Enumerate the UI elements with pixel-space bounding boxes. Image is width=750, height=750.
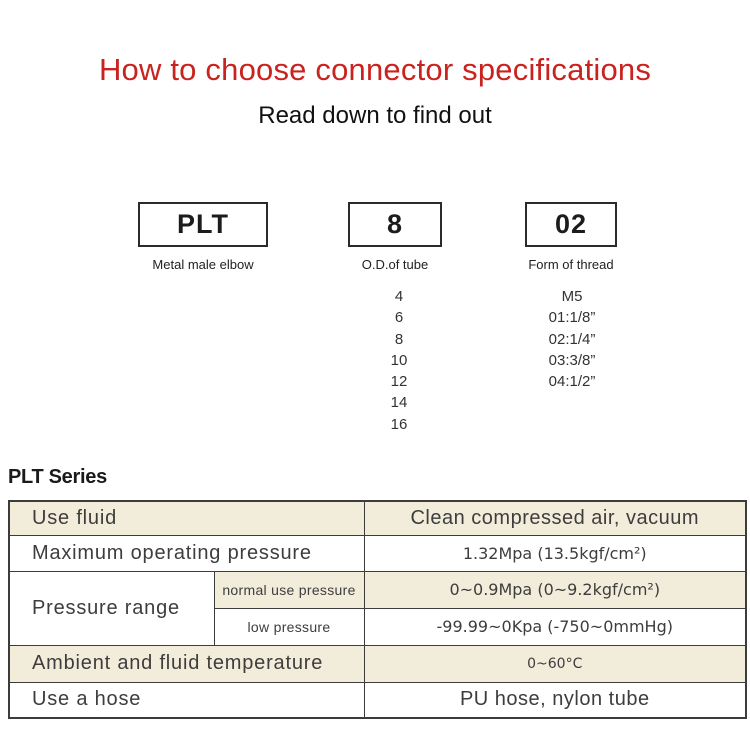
code-box-tube-size: [348, 202, 442, 247]
thread-option-item: 04:1/2”: [548, 373, 596, 391]
spec-row-use-fluid: [9, 501, 746, 535]
thread-option-item: M5: [561, 288, 583, 305]
tube-size-item: 4: [394, 288, 404, 305]
thread-option-item: 01:1/8”: [548, 309, 596, 327]
spec-row-temperature: [9, 645, 746, 682]
spec-row-pressure-range-normal: [9, 571, 746, 608]
code-box-tube-size-text: 8: [386, 209, 404, 239]
spec-label-hose: Use a hose: [9, 682, 364, 718]
spec-row-hose: [9, 682, 746, 718]
spec-sublabel-normal-pressure: normal use pressure: [214, 571, 364, 608]
tube-size-item: 16: [390, 415, 408, 433]
tube-size-item: 12: [390, 373, 408, 391]
spec-label-max-pressure: Maximum operating pressure: [9, 535, 364, 571]
thread-box-caption: Form of thread: [528, 257, 614, 272]
thread-option-item: 03:3/8”: [548, 351, 596, 369]
spec-value-max-pressure: 1.32Mpa (13.5kgf/cm²): [364, 535, 746, 571]
spec-value-use-fluid: Clean compressed air, vacuum: [364, 501, 746, 535]
series-box-caption: Metal male elbow: [152, 257, 254, 272]
spec-value-low-pressure: -99.99~0Kpa (-750~0mmHg): [364, 608, 746, 645]
spec-label-use-fluid: Use fluid: [9, 501, 364, 535]
spec-label-pressure-range: Pressure range: [9, 571, 214, 645]
code-box-series-text: PLT: [177, 209, 229, 239]
tube-size-item: 6: [394, 309, 404, 327]
code-box-thread: [525, 202, 617, 247]
tube-box-caption: O.D.of tube: [361, 257, 429, 272]
thread-option-item: 02:1/4”: [548, 330, 596, 348]
tube-size-item: 8: [394, 330, 404, 348]
series-heading: PLT Series: [8, 466, 107, 488]
spec-sublabel-low-pressure: low pressure: [214, 608, 364, 645]
spec-row-max-pressure: [9, 535, 746, 571]
thread-option-list: [472, 286, 672, 392]
spec-value-temperature: 0~60°C: [364, 645, 746, 682]
spec-table: [8, 500, 747, 719]
spec-value-normal-pressure: 0~0.9Mpa (0~9.2kgf/cm²): [364, 571, 746, 608]
page-title: How to choose connector specifications: [98, 52, 652, 87]
code-box-series: [138, 202, 268, 247]
tube-size-item: 10: [390, 351, 408, 369]
spec-value-hose: PU hose, nylon tube: [364, 682, 746, 718]
tube-size-item: 14: [390, 394, 408, 412]
page-subtitle: Read down to find out: [258, 102, 492, 129]
tube-size-list: [299, 286, 499, 435]
spec-label-temperature: Ambient and fluid temperature: [9, 645, 364, 682]
code-box-thread-text: 02: [554, 209, 588, 239]
